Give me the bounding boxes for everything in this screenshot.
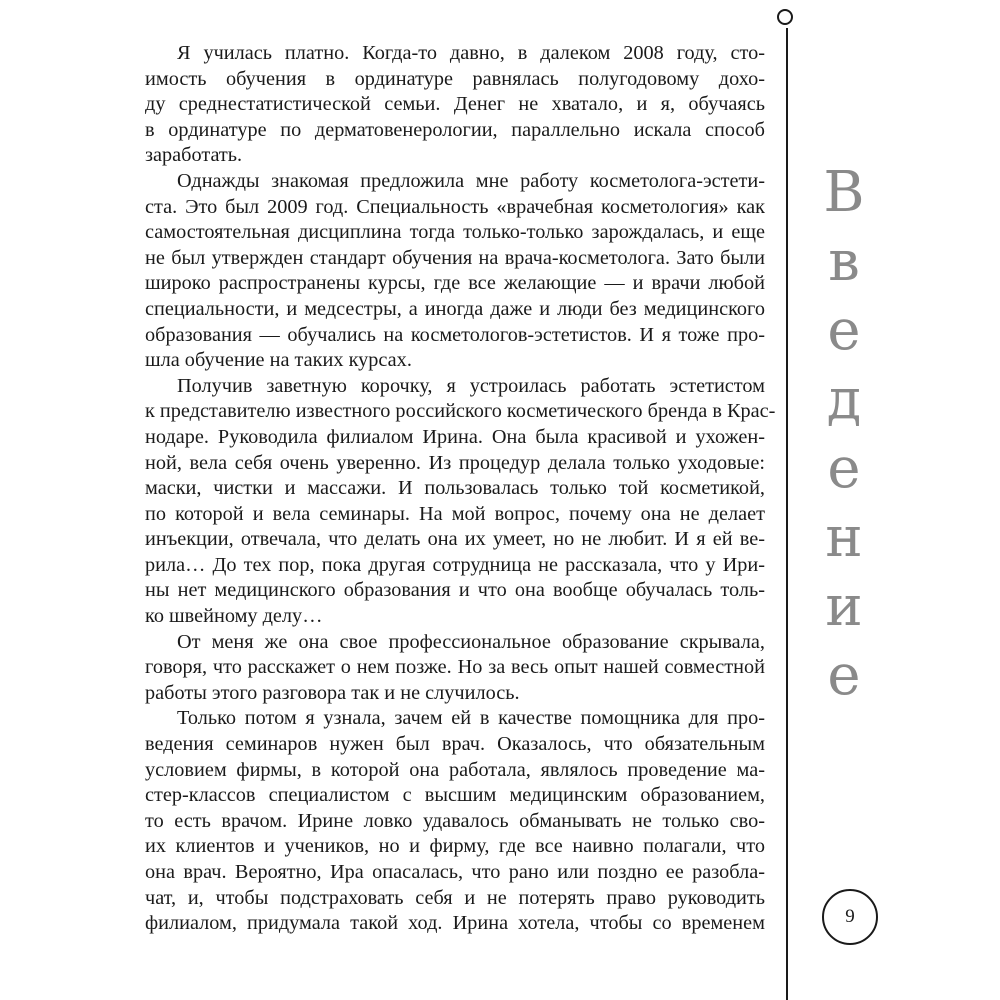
text-line: От меня же она свое профессиональное образование скрывала, — [177, 630, 765, 653]
text-line: условием фирмы, в которой она работала, являлось проведение ма- — [145, 758, 765, 781]
text-line: ду среднестатистической семьи. Денег не хватало, и я, обучаясь — [145, 93, 765, 116]
text-line: Только потом я узнала, зачем ей в качестве помощника для про- — [177, 707, 765, 730]
margin-rule-circle — [777, 9, 793, 25]
text-line: филиалом, придумала такой ход. Ирина хотела, чтобы со временем — [145, 912, 765, 935]
page-number: 9 — [822, 889, 878, 945]
text-line: их клиентов и учеников, но и фирму, где все наивно полагали, что — [145, 835, 765, 858]
text-line: говоря, что расскажет о нем позже. Но за весь опыт нашей совместной — [145, 656, 765, 679]
text-line: нодаре. Руководила филиалом Ирина. Она была красивой и ухожен- — [145, 425, 765, 448]
section-title-letter: и — [825, 574, 863, 639]
section-title-letter: н — [825, 505, 863, 570]
text-line: инъекции, отвечала, что делать она их умеет, но не любит. И я ей ве- — [145, 528, 765, 551]
text-line: заработать. — [145, 144, 243, 167]
text-line: маски, чистки и массажи. И пользовалась только той косметикой, — [145, 477, 765, 500]
section-title-letter: е — [827, 298, 861, 363]
text-line: образования — обучались на косметологов-эстетистов. И я тоже про- — [145, 323, 765, 346]
section-title-letter: В — [823, 160, 865, 225]
section-title-letter: е — [827, 643, 861, 708]
text-line: шла обучение на таких курсах. — [145, 349, 412, 372]
section-title-letter: е — [827, 436, 861, 501]
text-line: самостоятельная дисциплина тогда только-только зарождалась, и еще — [145, 221, 765, 244]
text-line: ведения семинаров нужен был врач. Оказалось, что обязательным — [145, 733, 765, 756]
text-line: Я училась платно. Когда-то давно, в далеком 2008 году, сто- — [177, 42, 765, 64]
text-line: рила… До тех пор, пока другая сотрудница не рассказала, что у Ири- — [145, 553, 765, 576]
paragraph — [145, 169, 765, 374]
text-line: работы этого разговора так и не случилось. — [145, 681, 520, 704]
text-line: чат, и, чтобы подстраховать себя и не потерять право руководить — [145, 886, 765, 909]
margin-rule — [786, 28, 788, 1000]
text-line: стер-классов специалистом с высшим медицинским образованием, — [145, 784, 765, 807]
text-line: ны нет медицинского образования и что она вообще обучалась толь- — [145, 579, 765, 602]
text-line: имость обучения в ординатуре равнялась полугодовому дохо- — [145, 67, 765, 90]
text-line: ко швейному делу… — [145, 605, 323, 628]
section-title-letter: д — [826, 367, 862, 432]
body-text — [145, 41, 776, 937]
text-line: Получив заветную корочку, я устроилась работать эстетистом — [177, 374, 765, 397]
text-line: не был утвержден стандарт обучения на врача-косметолога. Зато были — [145, 246, 765, 269]
text-line: к представителю известного российского косметического бренда в Крас- — [145, 400, 776, 423]
text-line: Однажды знакомая предложила мне работу косметолога-эстети- — [177, 169, 765, 192]
paragraph — [145, 630, 765, 707]
text-line: то есть врачом. Ирине ловко удавалось обманывать не только сво- — [145, 809, 765, 832]
paragraph — [145, 41, 765, 169]
paragraph — [145, 374, 776, 630]
text-line: специальности, и медсестры, а иногда даже и люди без медицинского — [145, 297, 765, 320]
section-title — [812, 158, 876, 710]
text-line: в ординатуре по дерматовенерологии, параллельно искала способ — [145, 118, 765, 141]
text-line: она врач. Вероятно, Ира опасалась, что рано или поздно ее разобла- — [145, 861, 765, 883]
text-line: ной, вела себя очень уверенно. Из процедур делала только уходовые: — [145, 451, 765, 474]
paragraph — [145, 706, 765, 936]
text-line: по которой и вела семинары. На мой вопрос, почему она не делает — [145, 502, 765, 525]
section-title-letter: в — [828, 229, 860, 294]
text-line: широко распространены курсы, где все желающие — и врачи любой — [145, 272, 765, 295]
text-line: ста. Это был 2009 год. Специальность «врачебная косметология» как — [145, 195, 765, 218]
